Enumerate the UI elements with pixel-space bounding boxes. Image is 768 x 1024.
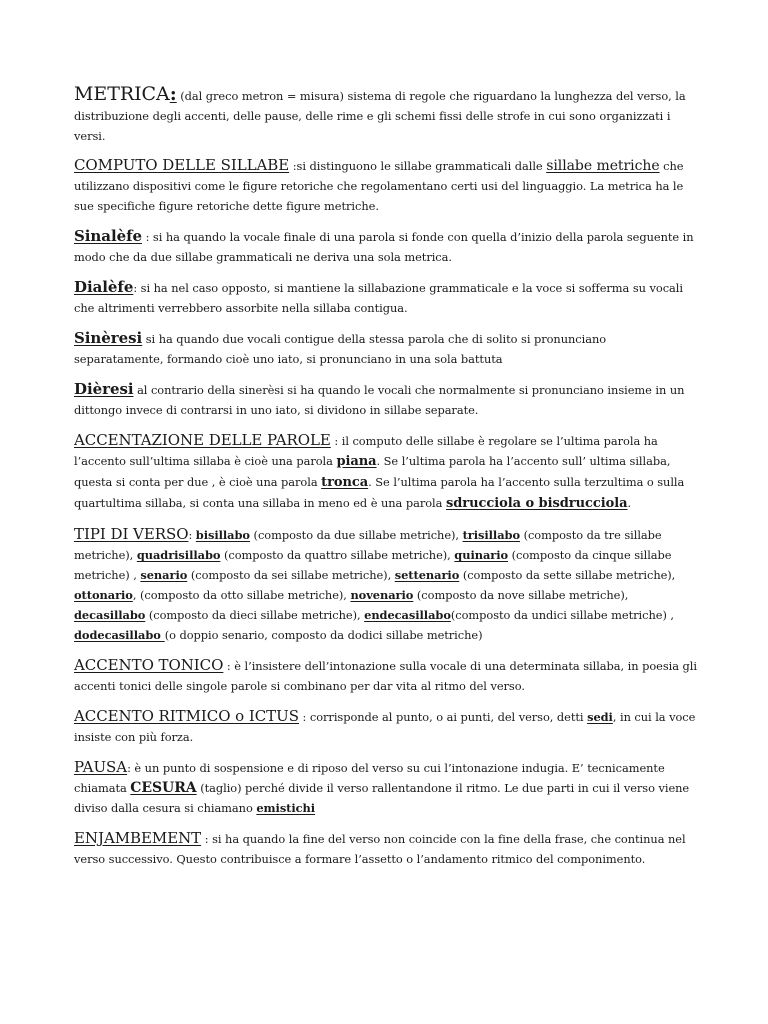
- term-sillabe-metriche: sillabe metriche: [546, 158, 660, 174]
- verso-trisillabo: trisillabo: [462, 528, 520, 542]
- text-verso-7: , (composto da otto sillabe metriche),: [132, 588, 351, 602]
- verso-quadrisillabo: quadrisillabo: [136, 548, 221, 562]
- heading-computo: COMPUTO DELLE SILLABE: [74, 156, 290, 174]
- paragraph-sinalefe: [74, 226, 698, 267]
- verso-novenario: novenario: [350, 588, 414, 602]
- text-verso-1: (composto da due sillabe metriche),: [249, 528, 463, 542]
- text-accento-ritmico-2: , in cui la voce insiste con più forza.: [74, 710, 696, 744]
- text-tipi-colon: :: [188, 528, 196, 542]
- heading-dialefe: Dialèfe: [74, 278, 134, 296]
- paragraph-dialefe: [74, 277, 698, 318]
- text-verso-5: (composto da sei sillabe metriche),: [187, 568, 395, 582]
- text-verso-9: (composto da dieci sillabe metriche),: [145, 608, 365, 622]
- text-dialefe: : si ha nel caso opposto, si mantiene la sillabazione grammaticale e la voce si sofferma su vocali che altrimenti verrebbero assorbite nella sillaba contigua.: [74, 281, 683, 315]
- text-sineresi: si ha quando due vocali contigue della stessa parola che di solito si pronunciano separatamente, formando cioè uno iato, si pronunciano in una sola battuta: [74, 332, 607, 366]
- text-sinalefe: : si ha quando la vocale finale di una parola si fonde con quella d’inizio della parola seguente in modo che da due sillabe grammaticali ne deriva una sola metrica.: [74, 230, 694, 264]
- term-piana: piana: [336, 454, 377, 469]
- text-enjambement: : si ha quando la fine del verso non coincide con la fine della frase, che continua nel verso successivo. Questo contribuisce a formare l’assetto o l’andamento ritmico del componimento.: [74, 832, 686, 866]
- text-verso-11: (o doppio senario, composto da dodici sillabe metriche): [164, 628, 483, 642]
- paragraph-accentazione: [74, 430, 698, 514]
- text-accento-tonico: : è l’insistere dell’intonazione sulla vocale di una determinata sillaba, in poesia gli accenti tonici delle singole parole si combinano per dar vita al ritmo del verso.: [74, 659, 697, 693]
- paragraph-enjambement: [74, 828, 698, 869]
- verso-decasillabo: decasillabo: [74, 608, 146, 622]
- verso-dodecasillabo: dodecasillabo: [74, 628, 165, 642]
- heading-enjambement: ENJAMBEMENT: [74, 829, 202, 847]
- term-sedi: sedi: [587, 710, 613, 724]
- text-metrica: (dal greco metron = misura) sistema di regole che riguardano la lunghezza del verso, la distribuzione degli accenti, delle pause, delle rime e gli schemi fissi delle strofe in cui sono organizzati i versi.: [74, 89, 686, 143]
- heading-tipi-di-verso: TIPI DI VERSO: [74, 525, 189, 543]
- verso-senario: senario: [140, 568, 188, 582]
- paragraph-computo: [74, 155, 698, 216]
- text-pausa-1: : è un punto di sospensione e di riposo del verso su cui l’intonazione indugia. E’ tecnicamente chiamata: [74, 761, 665, 795]
- paragraph-accento-ritmico: [74, 706, 698, 747]
- text-verso-3: (composto da quattro sillabe metriche),: [220, 548, 455, 562]
- text-computo-1: :si distinguono le sillabe grammaticali dalle: [289, 159, 547, 173]
- verso-quinario: quinario: [454, 548, 509, 562]
- text-accentazione-3: . Se l’ultima parola ha l’accento sulla terzultima o sulla quartultima sillaba, si conta una sillaba in meno ed è una parola: [74, 475, 685, 510]
- heading-sineresi: Sinèresi: [74, 329, 143, 347]
- paragraph-accento-tonico: [74, 655, 698, 696]
- verso-settenario: settenario: [394, 568, 460, 582]
- verso-ottonario: ottonario: [74, 588, 133, 602]
- term-sdrucciola: sdrucciola o bisdrucciola: [445, 496, 628, 511]
- term-tronca: tronca: [321, 475, 369, 490]
- heading-accentazione: ACCENTAZIONE DELLE PAROLE: [74, 431, 331, 449]
- text-verso-2: (composto da tre sillabe metriche),: [74, 528, 662, 562]
- text-accento-ritmico-1: : corrisponde al punto, o ai punti, del verso, detti: [298, 710, 588, 724]
- paragraph-dieresi: [74, 379, 698, 420]
- heading-pausa: PAUSA: [74, 758, 128, 776]
- verso-endecasillabo: endecasillabo: [364, 608, 451, 622]
- paragraph-metrica: [74, 84, 698, 146]
- heading-sinalefe: Sinalèfe: [74, 227, 142, 245]
- paragraph-sineresi: [74, 328, 698, 369]
- text-dieresi: al contrario della sinerèsi si ha quando le vocali che normalmente si pronunciano insieme in un dittongo invece di contrarsi in uno iato, si dividono in sillabe separate.: [74, 383, 685, 417]
- text-verso-4: (composto da cinque sillabe metriche) ,: [74, 548, 672, 582]
- term-cesura: CESURA: [130, 780, 197, 796]
- heading-accento-tonico: ACCENTO TONICO: [74, 656, 224, 674]
- verso-bisillabo: bisillabo: [195, 528, 250, 542]
- text-accentazione-2: . Se l’ultima parola ha l’accento sull’ ultima sillaba, questa si conta per due , è cioè una parola: [74, 454, 671, 489]
- text-accentazione-1: : il computo delle sillabe è regolare se l’ultima parola ha l’accento sull’ultima sillaba è cioè una parola: [74, 434, 658, 468]
- heading-metrica-colon: :: [169, 83, 177, 105]
- text-accentazione-4: .: [627, 496, 632, 510]
- heading-dieresi: Dièresi: [74, 380, 134, 398]
- term-emistichi: emistichi: [256, 801, 316, 815]
- heading-accento-ritmico: ACCENTO RITMICO o ICTUS: [74, 707, 299, 725]
- text-pausa-2: (taglio) perché divide il verso rallentandone il ritmo. Le due parti in cui il verso viene diviso dalla cesura si chiamano: [74, 781, 690, 815]
- paragraph-pausa: [74, 757, 698, 818]
- heading-metrica: METRICA: [74, 83, 170, 105]
- text-verso-8: (composto da nove sillabe metriche),: [413, 588, 629, 602]
- text-verso-10: (composto da undici sillabe metriche) ,: [450, 608, 674, 622]
- text-verso-6: (composto da sette sillabe metriche),: [459, 568, 676, 582]
- text-computo-2: che utilizzano dispositivi come le figure retoriche che regolamentano certi usi del linguaggio. La metrica ha le sue specifiche figure retoriche dette figure metriche.: [74, 159, 684, 213]
- paragraph-tipi-di-verso: [74, 524, 698, 645]
